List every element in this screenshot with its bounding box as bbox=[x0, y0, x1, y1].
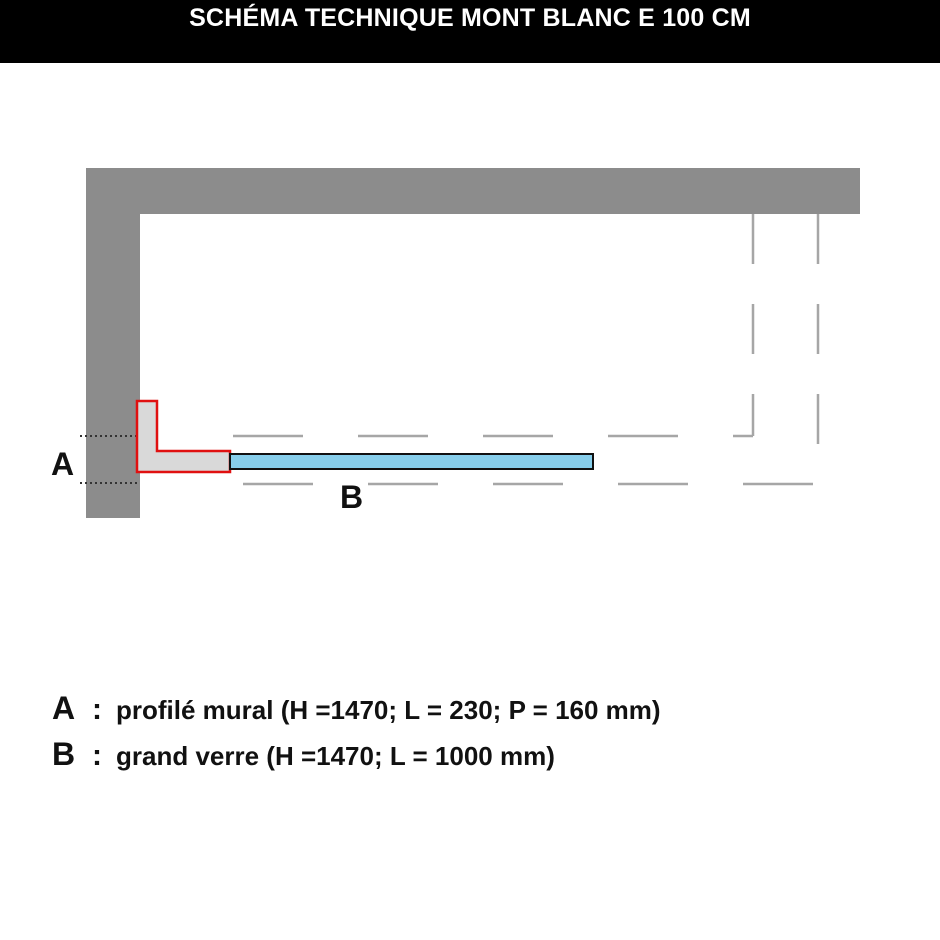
legend-separator: : bbox=[92, 739, 102, 772]
label-a: A bbox=[51, 446, 75, 482]
page-title: SCHÉMA TECHNIQUE MONT BLANC E 100 CM bbox=[189, 4, 751, 32]
glass-panel-b bbox=[230, 454, 593, 469]
legend-item-a bbox=[52, 690, 661, 727]
label-b: B bbox=[340, 479, 364, 515]
legend-text: profilé mural (H =1470; L = 230; P = 160 mm) bbox=[116, 695, 661, 725]
legend-separator: : bbox=[92, 693, 102, 726]
legend-item-b bbox=[52, 736, 555, 773]
wall-profile-a bbox=[137, 401, 230, 472]
legend-key: A bbox=[52, 690, 76, 726]
dashed-outline bbox=[233, 214, 818, 484]
legend-text: grand verre (H =1470; L = 1000 mm) bbox=[116, 741, 555, 771]
legend-key: B bbox=[52, 736, 76, 772]
